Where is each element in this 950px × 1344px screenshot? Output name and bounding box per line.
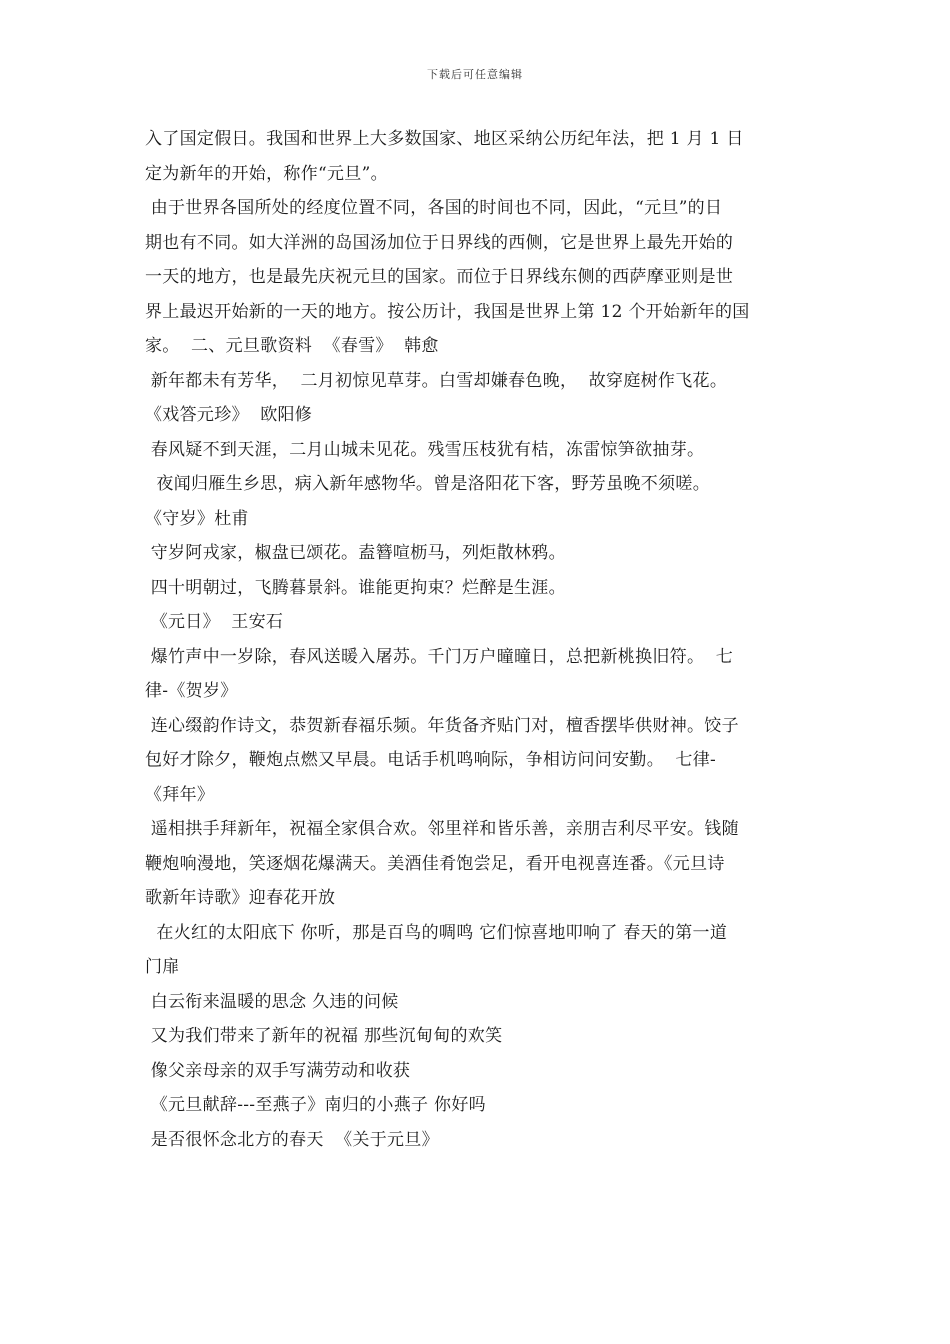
text-line: 期也有不同。如大洋洲的岛国汤加位于日界线的西侧，它是世界上最先开始的 [145, 232, 734, 253]
text-line: 家。 二、元旦歌资料 《春雪》 韩愈 [145, 336, 439, 356]
text-line: 又为我们带来了新年的祝福 那些沉甸甸的欢笑 [145, 1026, 503, 1046]
text-line: 门扉 [145, 957, 180, 977]
text-line: 新年都未有芳华， 二月初惊见草芽。白雪却嫌春色晚， 故穿庭树作飞花。 [145, 370, 728, 391]
text-line: 由于世界各国所处的经度位置不同，各国的时间也不同，因此，“元旦”的日 [145, 198, 723, 218]
text-line: 歌新年诗歌》迎春花开放 [145, 888, 336, 908]
text-line: 界上最迟开始新的一天的地方。按公历计，我国是世界上第 12 个开始新年的国 [145, 301, 750, 322]
text-line: 是否很怀念北方的春天 《关于元旦》 [145, 1129, 439, 1150]
text-line: 定为新年的开始，称作“元旦”。 [145, 163, 388, 184]
text-line: 《守岁》杜甫 [145, 508, 249, 529]
text-line: 包好才除夕，鞭炮点燃又早晨。电话手机鸣响际，争相访问问安勤。 七律- [145, 750, 717, 770]
text-line: 像父亲母亲的双手写满劳动和收获 [145, 1060, 411, 1081]
text-line: 四十明朝过，飞腾暮景斜。谁能更拘束？烂醉是生涯。 [145, 577, 566, 598]
text-line: 《拜年》 [145, 784, 215, 805]
text-line: 春风疑不到天涯，二月山城未见花。残雪压枝犹有桔，冻雷惊笋欲抽芽。 [145, 439, 705, 460]
text-line: 《元旦献辞---至燕子》南归的小燕子 你好吗 [145, 1095, 486, 1115]
text-line: 《元日》 王安石 [145, 612, 284, 632]
text-line: 律-《贺岁》 [145, 681, 238, 701]
text-line: 《戏答元珍》 欧阳修 [145, 405, 313, 425]
text-line: 守岁阿戎家，椒盘已颂花。盍簪喧枥马，列炬散林鸦。 [145, 543, 566, 563]
text-line: 鞭炮响漫地，笑逐烟花爆满天。美酒佳肴饱尝足，看开电视喜连番。《元旦诗 [145, 853, 725, 874]
text-line: 遥相拱手拜新年，祝福全家俱合欢。邻里祥和皆乐善，亲朋吉利尽平安。钱随 [145, 819, 739, 839]
text-line: 在火红的太阳底下 你听，那是百鸟的啁鸣 它们惊喜地叩响了 春天的第一道 [145, 922, 728, 943]
text-line: 连心缀韵作诗文，恭贺新春福乐频。年货备齐贴门对，檀香摆毕供财神。饺子 [145, 715, 739, 736]
text-line: 入了国定假日。我国和世界上大多数国家、地区采纳公历纪年法，把 1 月 1 日 [145, 129, 744, 149]
text-line: 夜闻归雁生乡思，病入新年感物华。曾是洛阳花下客，野芳虽晚不须嗟。 [145, 474, 711, 494]
document-body [145, 122, 810, 1157]
page-header: 下载后可任意编辑 [427, 68, 523, 81]
text-line: 白云衔来温暖的思念 久违的问候 [145, 991, 399, 1012]
text-line: 一天的地方，也是最先庆祝元旦的国家。而位于日界线东侧的西萨摩亚则是世 [145, 267, 734, 287]
text-line: 爆竹声中一岁除，春风送暖入屠苏。千门万户曈曈日，总把新桃换旧符。 七 [145, 646, 734, 667]
